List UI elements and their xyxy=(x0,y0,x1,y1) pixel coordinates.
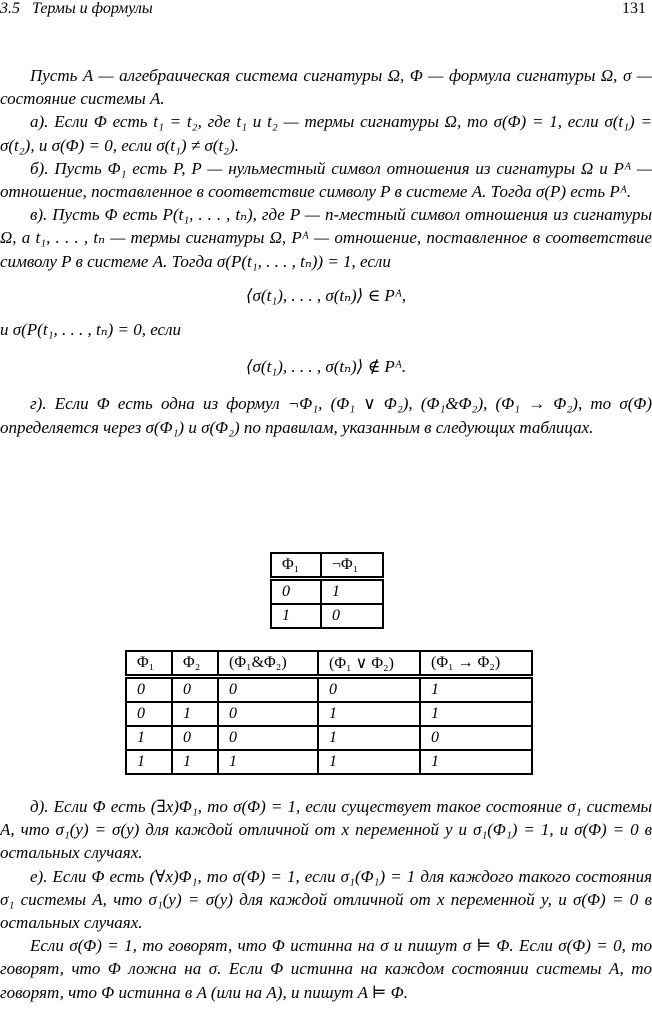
table-cell: 0 xyxy=(126,677,172,703)
table-cell: 1 xyxy=(126,726,172,750)
table-cell: 0 xyxy=(218,677,318,703)
paragraph-intro: Пусть A — алгебраическая система сигнатуры Ω, Φ — формула сигнатуры Ω, σ — состояние системы A. xyxy=(0,66,652,109)
table-cell: 1 xyxy=(420,677,532,703)
table-row xyxy=(126,702,532,726)
paragraph-b: б). Пусть Φ₁ есть P, P — нульместный символ отношения из сигнатуры Ω и Pᴬ — отношение, поставленное в соответствие символу P в системе A. Тогда σ(P) есть Pᴬ. xyxy=(0,158,652,202)
paragraph-v2: и σ(P(t₁, . . . , tₙ) = 0, если xyxy=(0,320,181,340)
table-row xyxy=(126,677,532,703)
table-row xyxy=(271,604,383,628)
table-row xyxy=(271,579,383,605)
table-cell: 1 xyxy=(321,579,383,605)
table-header-cell: Φ₁ xyxy=(271,553,321,579)
table-cell: 1 xyxy=(218,750,318,774)
page-number: 131 xyxy=(622,0,646,17)
paragraph-g: г). Если Φ есть одна из формул ¬Φ₁, (Φ₁ ∨ Φ₂), (Φ₁&Φ₂), (Φ₁ → Φ₂), то σ(Φ) определяется через σ(Φ₁) и σ(Φ₂) по правилам, указанным в следующих таблицах. xyxy=(0,394,652,437)
table-cell: 1 xyxy=(172,702,218,726)
table-header-row xyxy=(126,651,532,677)
table-header-cell: Φ₂ xyxy=(172,651,218,677)
paragraph-a: а). Если Φ есть t₁ = t₂, где t₁ и t₂ — термы сигнатуры Ω, то σ(Φ) = 1, если σ(t₁) = σ(t₂), и σ(Φ) = 0, если σ(t₁) ≠ σ(t₂). xyxy=(0,112,652,155)
formula-notin: ⟨σ(t₁), . . . , σ(tₙ)⟩ ∉ Pᴬ. xyxy=(245,357,407,377)
table-cell: 0 xyxy=(172,726,218,750)
table-cell: 0 xyxy=(126,702,172,726)
table-cell: 1 xyxy=(318,750,420,774)
table-cell: 0 xyxy=(218,702,318,726)
table-row xyxy=(126,750,532,774)
continuation-text xyxy=(0,795,652,1004)
formula-in: ⟨σ(t₁), . . . , σ(tₙ)⟩ ∈ Pᴬ, xyxy=(245,285,407,305)
table-cell: 0 xyxy=(271,579,321,605)
section-title: 3.5 Термы и формулы xyxy=(0,0,153,17)
paragraph-d: д). Если Φ есть (∃x)Φ₁, то σ(Φ) = 1, если существует такое состояние σ₁ системы A, что σ₁(y) = σ(y) для каждой отличной от x переменной y и σ₁(Φ₁) = 1, и σ(Φ) = 0 в остальных случаях. xyxy=(0,797,652,863)
page-header xyxy=(0,0,652,22)
table-row xyxy=(126,726,532,750)
table-cell: 1 xyxy=(318,726,420,750)
table-cell: 1 xyxy=(420,702,532,726)
table-header-cell: ¬Φ₁ xyxy=(321,553,383,579)
table-cell: 0 xyxy=(420,726,532,750)
table-header-cell: (Φ₁ → Φ₂) xyxy=(420,651,532,677)
table-cell: 1 xyxy=(420,750,532,774)
table-header-row xyxy=(271,553,383,579)
table-cell: 1 xyxy=(271,604,321,628)
table-cell: 1 xyxy=(126,750,172,774)
table-cell: 0 xyxy=(172,677,218,703)
binary-connectives-table xyxy=(125,650,533,775)
table-cell: 0 xyxy=(318,677,420,703)
main-text xyxy=(0,64,652,439)
paragraph-final: Если σ(Φ) = 1, то говорят, что Φ истинна на σ и пишут σ ⊨ Φ. Если σ(Φ) = 0, то говорят, что Φ ложна на σ. Если Φ истинна на каждом состоянии системы A, то говорят, что Φ истинна в A (или на A), и пишут A ⊨ Φ. xyxy=(0,936,652,1002)
negation-table xyxy=(270,552,384,629)
paragraph-e: е). Если Φ есть (∀x)Φ₁, то σ(Φ) = 1, если σ₁(Φ₁) = 1 для каждого такого состояния σ₁ системы A, что σ₁(y) = σ(y) для каждой отличной от x переменной y, и σ(Φ) = 0 в остальных случаях. xyxy=(0,866,652,933)
paragraph-v: в). Пусть Φ есть P(t₁, . . . , tₙ), где P — n-местный символ отношения из сигнатуры Ω, а t₁, . . . , tₙ — термы сигнатуры Ω, Pᴬ — отношение, поставленное в соответствие символу P в системе A. Тогда σ(P(t₁, . . . , tₙ)) = 1, если xyxy=(0,205,652,271)
table-header-cell: (Φ₁&Φ₂) xyxy=(218,651,318,677)
table-cell: 0 xyxy=(218,726,318,750)
table-cell: 1 xyxy=(172,750,218,774)
table-cell: 1 xyxy=(318,702,420,726)
table-header-cell: (Φ₁ ∨ Φ₂) xyxy=(318,651,420,677)
table-cell: 0 xyxy=(321,604,383,628)
table-header-cell: Φ₁ xyxy=(126,651,172,677)
